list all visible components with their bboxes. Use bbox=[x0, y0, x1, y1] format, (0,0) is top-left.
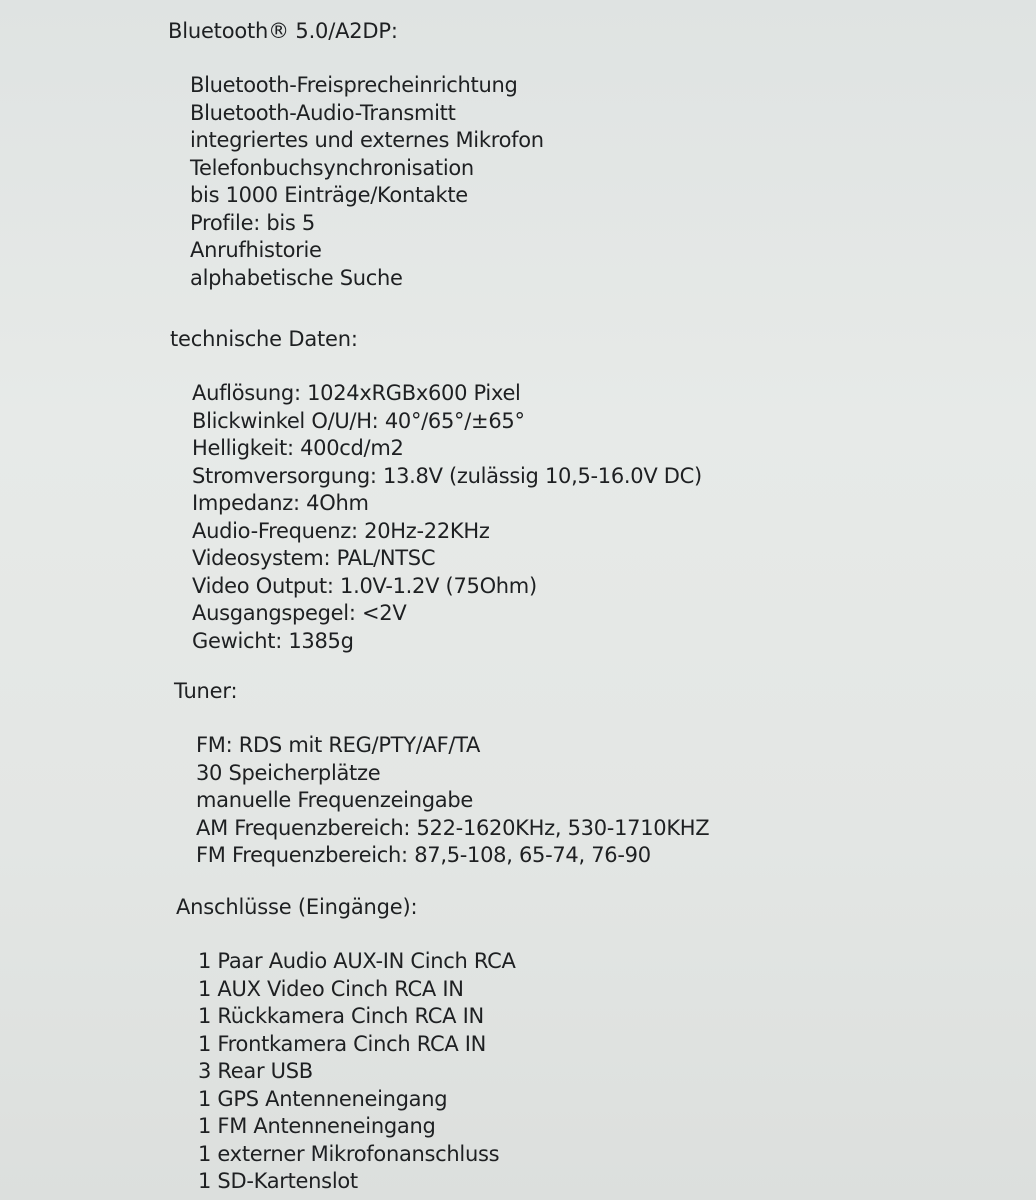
list-item: AM Frequenzbereich: 522-1620KHz, 530-1710KHZ bbox=[196, 815, 710, 840]
list-item: 1 GPS Antenneneingang bbox=[198, 1086, 448, 1111]
bluetooth-feature-list bbox=[168, 72, 544, 292]
technical-data-list bbox=[170, 380, 702, 655]
tuner-list bbox=[174, 732, 709, 870]
list-item: alphabetische Suche bbox=[190, 265, 403, 290]
list-item: Video Output: 1.0V-1.2V (75Ohm) bbox=[192, 573, 537, 598]
list-item: Impedanz: 4Ohm bbox=[192, 491, 369, 515]
list-item: Blickwinkel O/U/H: 40°/65°/±65° bbox=[192, 408, 525, 433]
list-item: 1 Paar Audio AUX-IN Cinch RCA bbox=[198, 949, 516, 973]
list-item: FM Frequenzbereich: 87,5-108, 65-74, 76-90 bbox=[196, 843, 651, 867]
list-item: 1 Frontkamera Cinch RCA IN bbox=[198, 1031, 487, 1056]
list-item: Videosystem: PAL/NTSC bbox=[192, 546, 436, 570]
list-item: Telefonbuchsynchronisation bbox=[190, 155, 474, 180]
list-item: 1 externer Mikrofonanschluss bbox=[198, 1141, 500, 1166]
list-item: bis 1000 Einträge/Kontakte bbox=[190, 183, 468, 207]
list-item: Stromversorgung: 13.8V (zulässig 10,5-16.0V DC) bbox=[192, 463, 702, 488]
list-item: 30 Speicherplätze bbox=[196, 760, 381, 785]
list-item: Bluetooth-Freisprecheinrichtung bbox=[190, 73, 518, 97]
list-item: 1 FM Antenneneingang bbox=[198, 1114, 436, 1138]
section-title-tuner: Tuner: bbox=[174, 679, 238, 703]
section-tuner bbox=[174, 674, 709, 870]
inputs-list bbox=[176, 948, 516, 1196]
section-title-inputs: Anschlüsse (Eingänge): bbox=[176, 895, 418, 919]
section-inputs bbox=[176, 890, 516, 1196]
list-item: manuelle Frequenzeingabe bbox=[196, 788, 473, 812]
list-item: FM: RDS mit REG/PTY/AF/TA bbox=[196, 733, 481, 757]
list-item: 3 Rear USB bbox=[198, 1059, 313, 1083]
list-item: 1 Rückkamera Cinch RCA IN bbox=[198, 1004, 484, 1028]
section-title-technical-data: technische Daten: bbox=[170, 327, 358, 351]
list-item: Bluetooth-Audio-Transmitt bbox=[190, 100, 456, 125]
list-item: 1 AUX Video Cinch RCA IN bbox=[198, 976, 464, 1001]
list-item: Gewicht: 1385g bbox=[192, 628, 354, 653]
list-item: Profile: bis 5 bbox=[190, 210, 315, 235]
list-item: Anrufhistorie bbox=[190, 238, 322, 262]
list-item: 1 SD-Kartenslot bbox=[198, 1169, 358, 1193]
section-bluetooth bbox=[168, 14, 544, 292]
section-technical-data bbox=[170, 322, 702, 655]
list-item: Auflösung: 1024xRGBx600 Pixel bbox=[192, 381, 521, 405]
list-item: Ausgangspegel: <2V bbox=[192, 601, 407, 625]
list-item: Helligkeit: 400cd/m2 bbox=[192, 436, 404, 460]
section-title-bluetooth: Bluetooth® 5.0/A2DP: bbox=[168, 19, 398, 43]
list-item: integriertes und externes Mikrofon bbox=[190, 128, 544, 152]
list-item: Audio-Frequenz: 20Hz-22KHz bbox=[192, 518, 490, 543]
